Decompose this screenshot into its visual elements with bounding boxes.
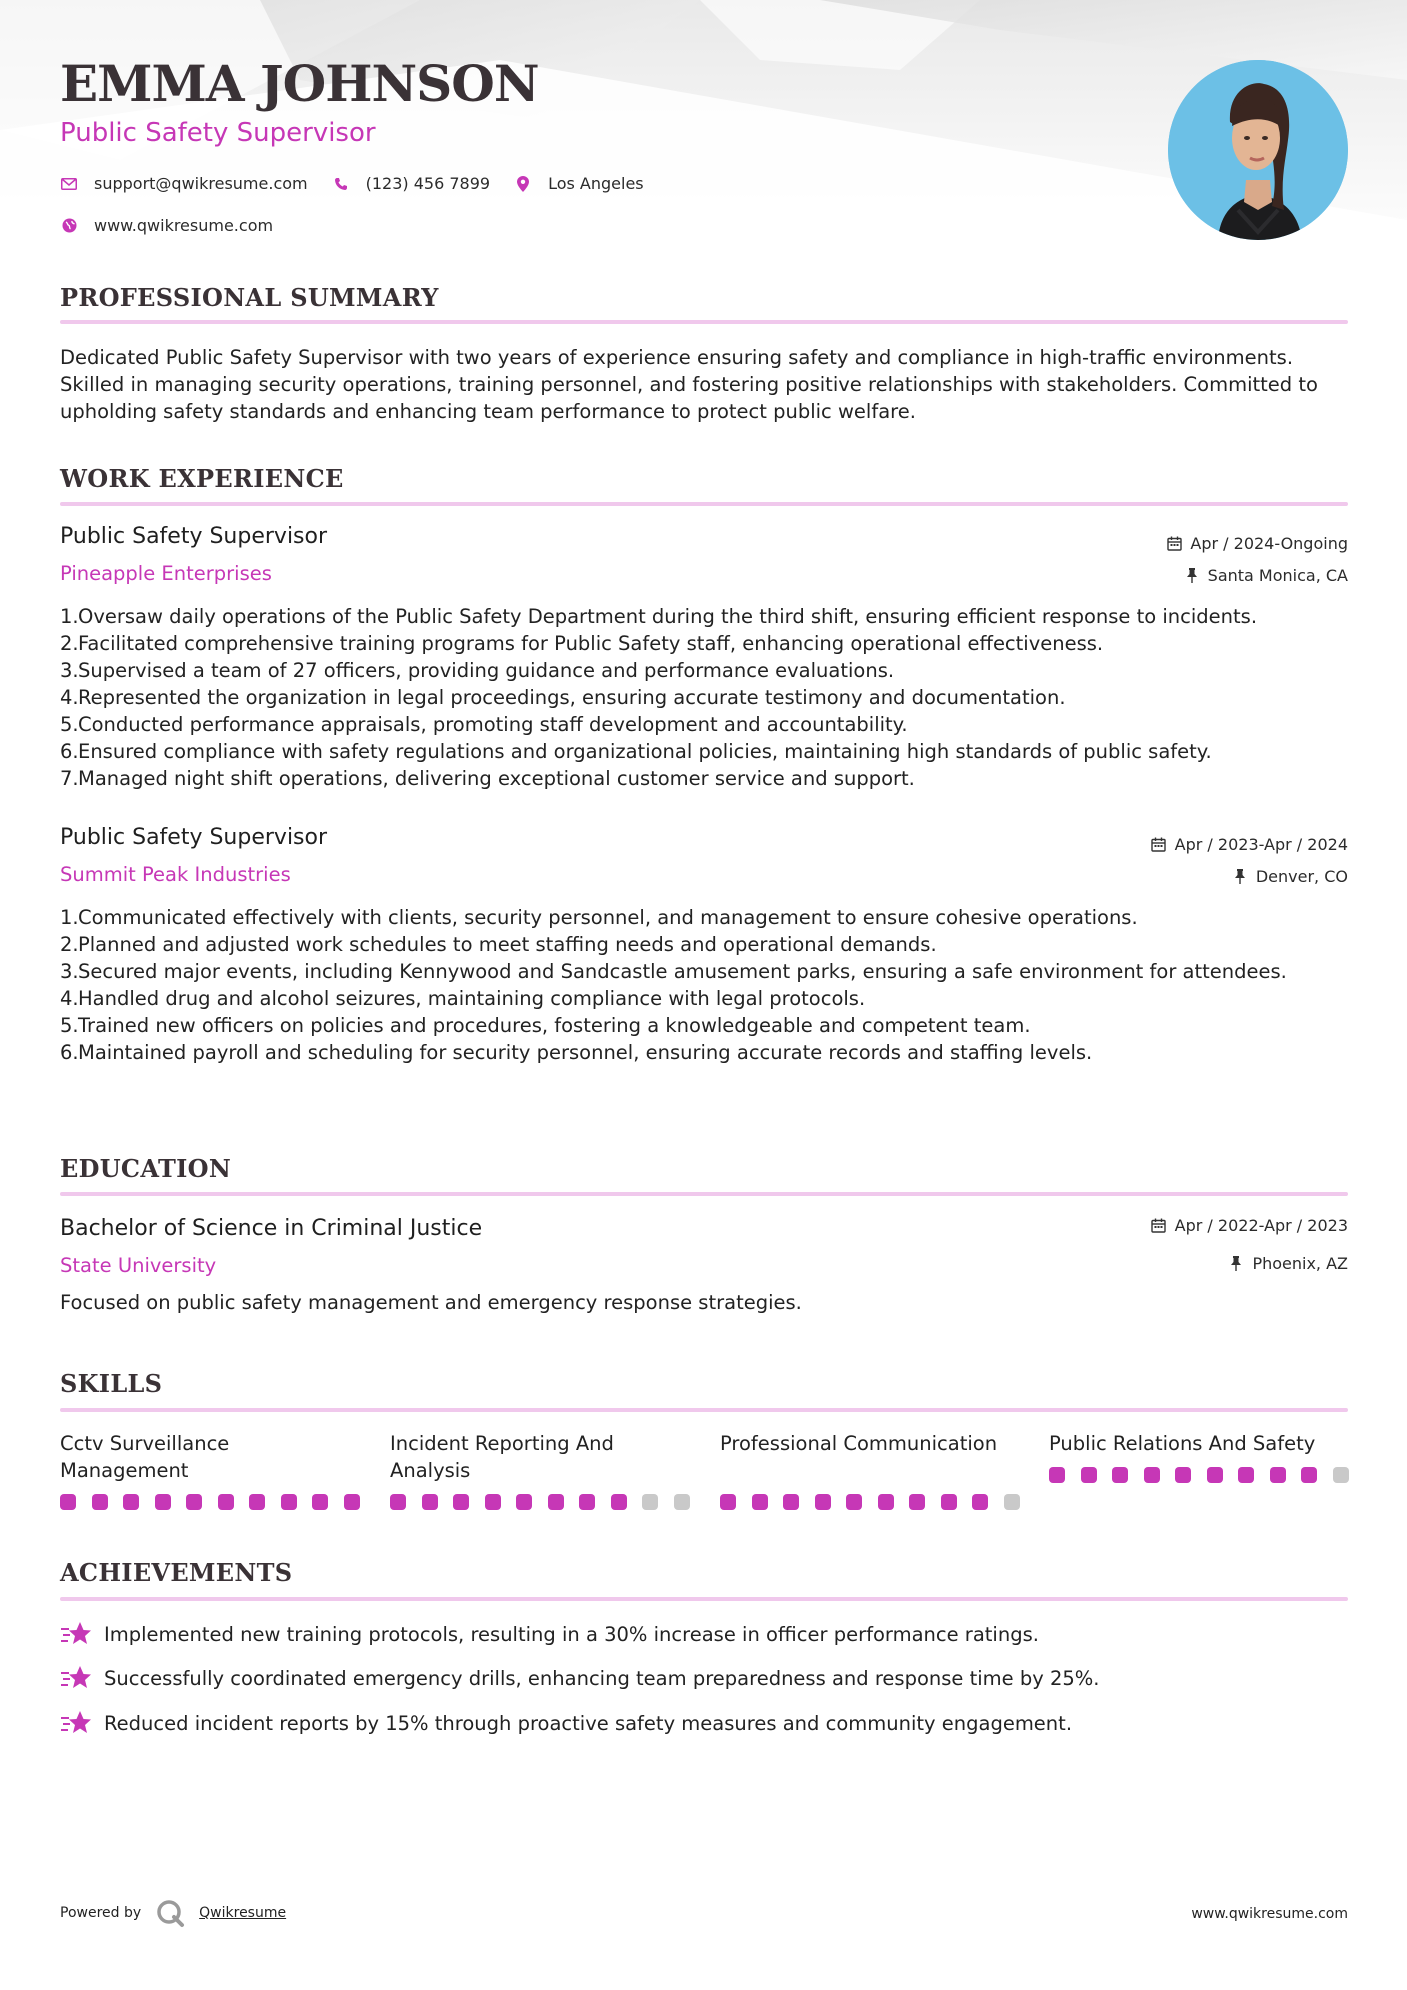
- list-item: 6. Ensured compliance with safety regulations and organizational policies, maintaining high standards of public safety.: [60, 740, 1212, 763]
- website-text: www.qwikresume.com: [94, 216, 274, 235]
- pushpin-icon: [1184, 568, 1200, 584]
- skill-name: Public Relations And Safety: [1049, 1432, 1316, 1455]
- contact-row-1: [60, 174, 668, 193]
- list-item: 1. Oversaw daily operations of the Public Safety Department during the third shift, ensuring efficient response to incidents.: [60, 605, 1258, 628]
- rating-dot-empty: [674, 1494, 690, 1510]
- rating-dot-filled: [344, 1494, 360, 1510]
- education-degree: Bachelor of Science in Criminal Justice: [60, 1216, 483, 1241]
- job-location: [1184, 566, 1348, 585]
- achievement-text: Reduced incident reports by 15% through proactive safety measures and community engagement.: [104, 1711, 1073, 1735]
- job-title: Public Safety Supervisor: [60, 825, 328, 850]
- brand-link[interactable]: Qwikresume: [199, 1905, 287, 1921]
- education-school: State University: [60, 1254, 217, 1277]
- rating-dot-filled: [92, 1494, 108, 1510]
- list-item: 1. Communicated effectively with clients, security personnel, and management to ensure cohesive operations.: [60, 906, 1138, 929]
- profile-photo: [1168, 60, 1348, 240]
- job-dates-text: Apr / 2024-Ongoing: [1190, 534, 1348, 553]
- achievement-item: [60, 1664, 1100, 1692]
- rating-dot-filled: [516, 1494, 532, 1510]
- pushpin-icon: [1232, 869, 1248, 885]
- job-bullets: [60, 603, 1350, 792]
- rating-dot-filled: [548, 1494, 564, 1510]
- rating-dot-filled: [1175, 1467, 1191, 1483]
- summary-text: Dedicated Public Safety Supervisor with two years of experience ensuring safety and compliance in high-traffic environments. Skilled in managing security operations, training personnel, and fostering positive relationships with stakeholders. Committed to upholding safety standards and enhancing team performance to protect public welfare.: [60, 346, 1318, 423]
- section-divider: [60, 320, 1348, 324]
- education-dates-text: Apr / 2022-Apr / 2023: [1174, 1216, 1348, 1235]
- job-location-text: Santa Monica, CA: [1207, 566, 1348, 585]
- shooting-star-icon: [60, 1620, 92, 1648]
- section-title-education: EDUCATION: [60, 1154, 232, 1183]
- rating-dot-filled: [1144, 1467, 1160, 1483]
- list-item: 5. Conducted performance appraisals, promoting staff development and accountability.: [60, 713, 908, 736]
- footer-website[interactable]: www.qwikresume.com: [1191, 1906, 1348, 1922]
- section-title-summary: PROFESSIONAL SUMMARY: [60, 283, 439, 312]
- skill-rating: [1049, 1467, 1364, 1483]
- skill-name: Professional Communication: [720, 1432, 998, 1455]
- job-location: [1232, 867, 1348, 886]
- job-company: Pineapple Enterprises: [60, 562, 272, 585]
- achievement-item: [60, 1709, 1072, 1737]
- phone-text: (123) 456 7899: [365, 174, 491, 193]
- rating-dot-filled: [846, 1494, 862, 1510]
- rating-dot-filled: [123, 1494, 139, 1510]
- skill-item: [1049, 1430, 1349, 1457]
- contact-email[interactable]: [60, 174, 308, 193]
- contact-website[interactable]: [60, 216, 273, 235]
- rating-dot-filled: [941, 1494, 957, 1510]
- list-item: 4. Handled drug and alcohol seizures, maintaining compliance with legal protocols.: [60, 987, 866, 1010]
- rating-dot-filled: [485, 1494, 501, 1510]
- footer-powered-by: [60, 1898, 286, 1928]
- skill-name: Incident Reporting And Analysis: [390, 1432, 614, 1482]
- rating-dot-empty: [1004, 1494, 1020, 1510]
- rating-dot-filled: [972, 1494, 988, 1510]
- job-dates-text: Apr / 2023-Apr / 2024: [1174, 835, 1348, 854]
- rating-dot-filled: [60, 1494, 76, 1510]
- location-text: Los Angeles: [548, 174, 644, 193]
- list-item: 6. Maintained payroll and scheduling for security personnel, ensuring accurate records and staffing levels.: [60, 1041, 1093, 1064]
- rating-dot-filled: [783, 1494, 799, 1510]
- rating-dot-filled: [390, 1494, 406, 1510]
- job-company: Summit Peak Industries: [60, 863, 291, 886]
- rating-dot-filled: [281, 1494, 297, 1510]
- skill-rating: [390, 1494, 705, 1510]
- calendar-icon: [1166, 536, 1182, 552]
- rating-dot-filled: [611, 1494, 627, 1510]
- email-text: support@qwikresume.com: [94, 174, 308, 193]
- achievement-text: Successfully coordinated emergency drills, enhancing team preparedness and response time by 25%.: [104, 1666, 1100, 1690]
- envelope-icon: [60, 175, 78, 193]
- section-title-skills: SKILLS: [60, 1369, 163, 1398]
- list-item: 4. Represented the organization in legal proceedings, ensuring accurate testimony and documentation.: [60, 686, 1066, 709]
- calendar-icon: [1151, 1218, 1167, 1234]
- skill-rating: [720, 1494, 1035, 1510]
- rating-dot-filled: [1081, 1467, 1097, 1483]
- rating-dot-filled: [155, 1494, 171, 1510]
- rating-dot-filled: [579, 1494, 595, 1510]
- rating-dot-filled: [720, 1494, 736, 1510]
- section-divider: [60, 1192, 1348, 1196]
- shooting-star-icon: [60, 1664, 92, 1692]
- contact-row-2: [60, 216, 297, 235]
- globe-icon: [60, 217, 78, 235]
- list-item: 3. Supervised a team of 27 officers, providing guidance and performance evaluations.: [60, 659, 895, 682]
- contact-phone[interactable]: [332, 174, 490, 193]
- job-dates: [1151, 835, 1348, 854]
- skill-item: [720, 1430, 1020, 1457]
- rating-dot-filled: [752, 1494, 768, 1510]
- rating-dot-filled: [815, 1494, 831, 1510]
- powered-by-label: Powered by: [60, 1905, 142, 1921]
- list-item: 3. Secured major events, including Kennywood and Sandcastle amusement parks, ensuring a safe environment for attendees.: [60, 960, 1287, 983]
- skill-name: Cctv Surveillance Management: [60, 1432, 230, 1482]
- rating-dot-filled: [218, 1494, 234, 1510]
- list-item: 2. Facilitated comprehensive training programs for Public Safety staff, enhancing operational effectiveness.: [60, 632, 1104, 655]
- section-title-achievements: ACHIEVEMENTS: [60, 1558, 293, 1587]
- rating-dot-filled: [453, 1494, 469, 1510]
- job-dates: [1166, 534, 1348, 553]
- education-dates: [1151, 1216, 1348, 1235]
- job-bullets: [60, 904, 1350, 1066]
- rating-dot-filled: [1112, 1467, 1128, 1483]
- achievement-item: [60, 1620, 1039, 1648]
- skill-rating: [60, 1494, 375, 1510]
- map-pin-icon: [514, 175, 532, 193]
- section-title-experience: WORK EXPERIENCE: [60, 464, 344, 493]
- list-item: 5. Trained new officers on policies and procedures, fostering a knowledgeable and competent team.: [60, 1014, 1031, 1037]
- pushpin-icon: [1228, 1256, 1244, 1272]
- contact-location: [514, 174, 644, 193]
- rating-dot-filled: [312, 1494, 328, 1510]
- rating-dot-filled: [1238, 1467, 1254, 1483]
- section-divider: [60, 502, 1348, 506]
- rating-dot-filled: [1049, 1467, 1065, 1483]
- phone-icon: [332, 175, 350, 193]
- calendar-icon: [1151, 837, 1167, 853]
- list-item: 7. Managed night shift operations, delivering exceptional customer service and support.: [60, 767, 915, 790]
- rating-dot-filled: [186, 1494, 202, 1510]
- achievement-text: Implemented new training protocols, resulting in a 30% increase in officer performance ratings.: [104, 1622, 1039, 1646]
- rating-dot-filled: [422, 1494, 438, 1510]
- rating-dot-filled: [878, 1494, 894, 1510]
- rating-dot-filled: [1207, 1467, 1223, 1483]
- education-description: Focused on public safety management and emergency response strategies.: [60, 1291, 802, 1314]
- list-item: 2. Planned and adjusted work schedules to meet staffing needs and operational demands.: [60, 933, 937, 956]
- rating-dot-empty: [642, 1494, 658, 1510]
- education-location: [1228, 1254, 1348, 1273]
- skill-item: [390, 1430, 690, 1484]
- rating-dot-filled: [909, 1494, 925, 1510]
- section-divider: [60, 1597, 1348, 1601]
- rating-dot-filled: [1270, 1467, 1286, 1483]
- candidate-name: EMMA JOHNSON: [60, 54, 539, 113]
- rating-dot-empty: [1333, 1467, 1349, 1483]
- skill-item: [60, 1430, 360, 1484]
- candidate-role: Public Safety Supervisor: [60, 118, 376, 148]
- job-title: Public Safety Supervisor: [60, 524, 328, 549]
- education-location-text: Phoenix, AZ: [1252, 1254, 1348, 1273]
- job-location-text: Denver, CO: [1255, 867, 1348, 886]
- shooting-star-icon: [60, 1709, 92, 1737]
- rating-dot-filled: [249, 1494, 265, 1510]
- qwikresume-logo-icon: [155, 1898, 185, 1928]
- rating-dot-filled: [1301, 1467, 1317, 1483]
- section-divider: [60, 1408, 1348, 1412]
